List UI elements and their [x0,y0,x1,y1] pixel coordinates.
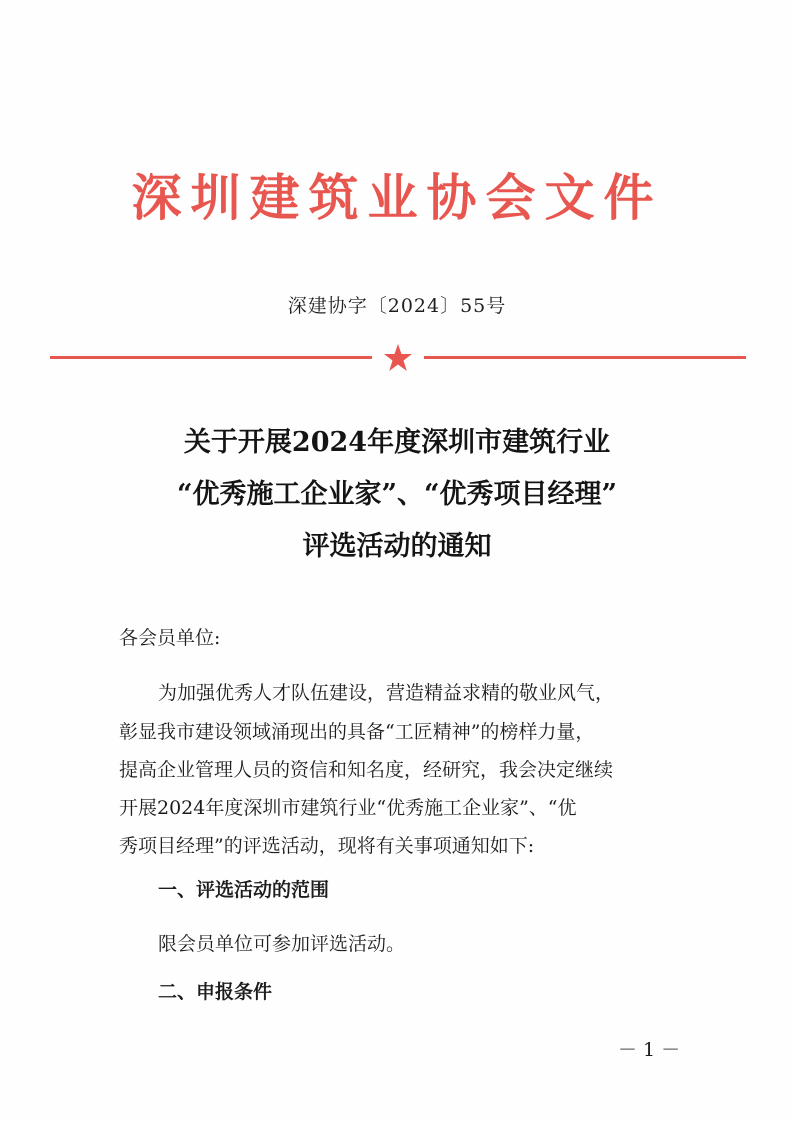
red-divider-left [50,356,372,359]
paragraph-line: 秀项目经理”的评选活动，现将有关事项通知如下: [119,835,535,857]
salutation: 各会员单位: [119,627,221,649]
notice-title-line-3: 评选活动的通知 [302,531,492,562]
section-text-scope: 限会员单位可参加评选活动。 [158,933,406,955]
red-divider-right [424,356,746,359]
section-heading-conditions: 二、申报条件 [158,981,273,1003]
section-heading-scope: 一、评选活动的范围 [158,879,330,901]
notice-title-line-1: 关于开展2024年度深圳市建筑行业 [183,427,611,458]
red-star-icon [383,343,413,373]
document-number: 深建协字〔2024〕55号 [287,295,507,317]
paragraph-line: 为加强优秀人才队伍建设，营造精益求精的敬业风气， [158,682,615,704]
paragraph-line: 开展2024年度深圳市建筑行业“优秀施工企业家”、“优 [119,797,577,819]
notice-title-line-2: “优秀施工企业家”、“优秀项目经理” [176,479,618,510]
notice-title [60,417,734,573]
paragraph-line: 提高企业管理人员的资信和知名度，经研究，我会决定继续 [119,759,614,781]
paragraph-line: 彰显我市建设领域涌现出的具备“工匠精神”的榜样力量， [119,721,595,743]
issuing-org-title: 深圳建筑业协会文件 [131,168,663,227]
page-number: － 1 － [618,1039,681,1061]
